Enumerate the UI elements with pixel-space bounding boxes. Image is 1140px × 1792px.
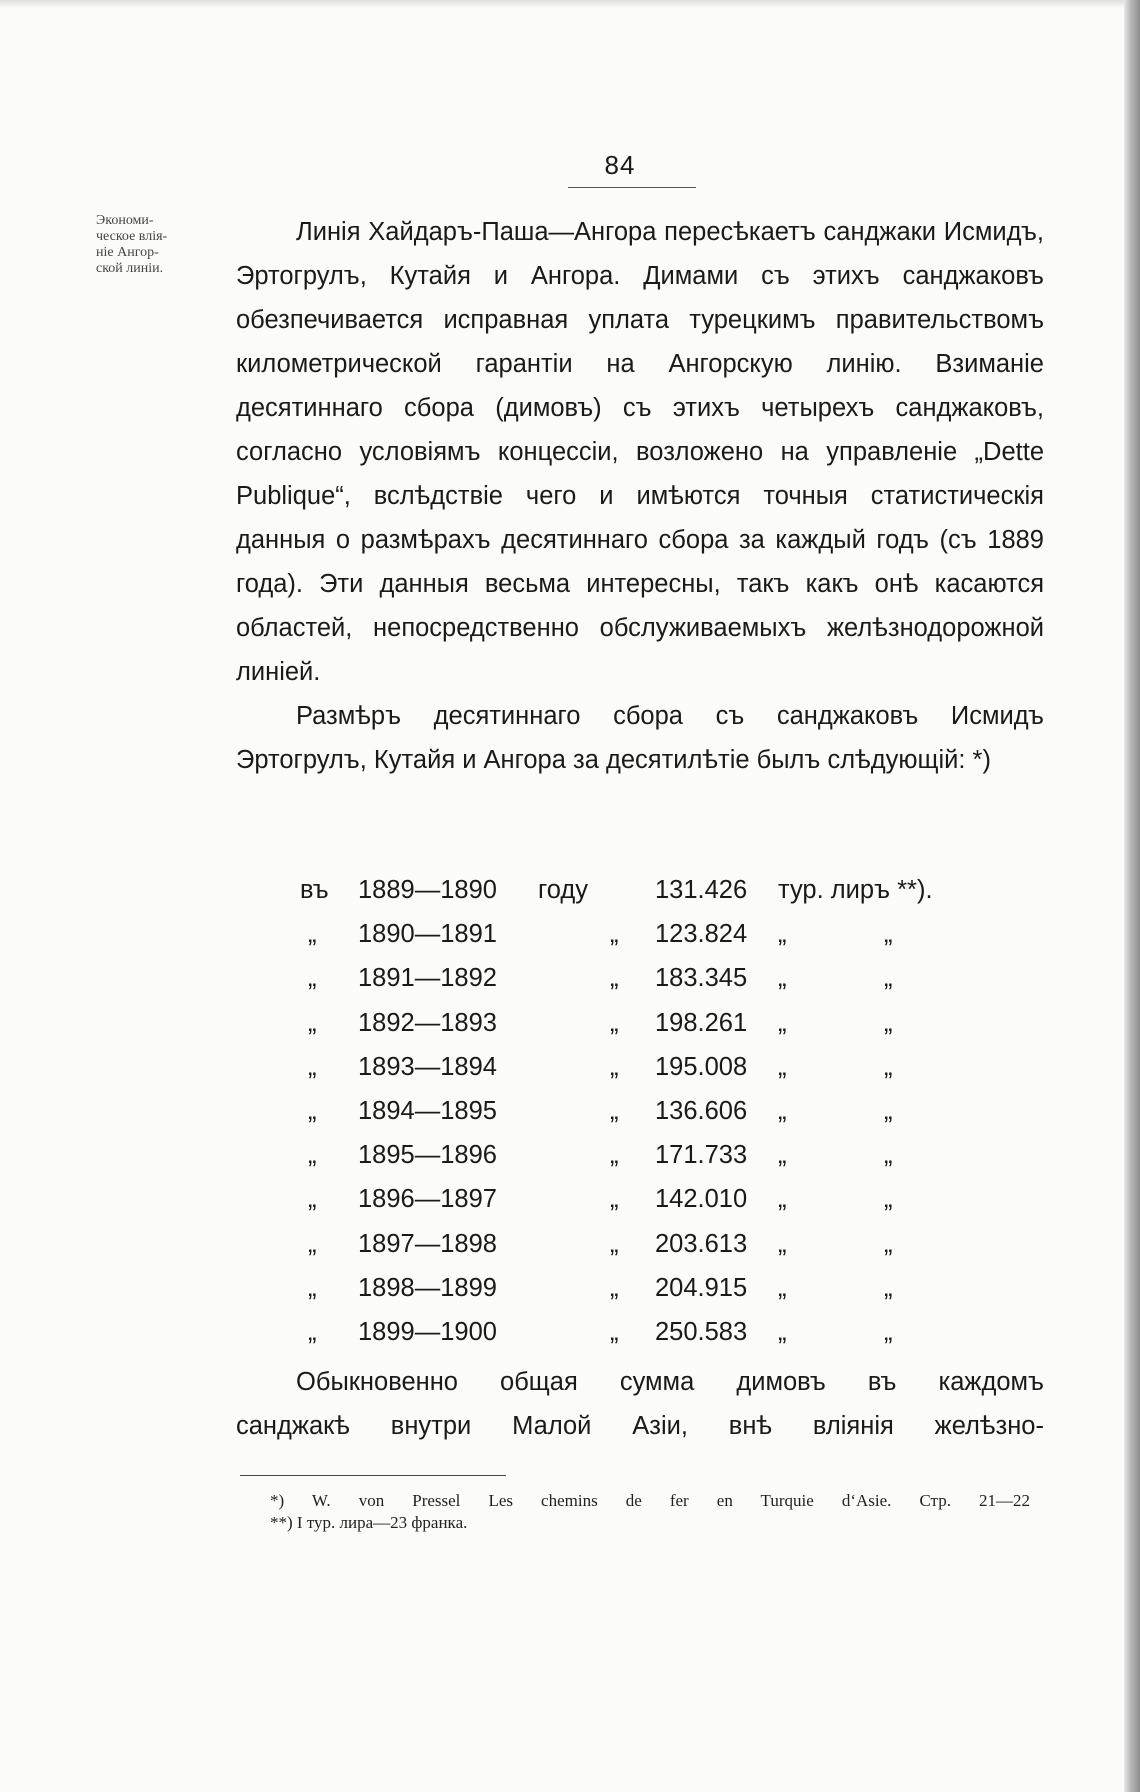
margin-note-line: ской линіи. xyxy=(96,261,164,276)
row-years: 1894—1895 xyxy=(358,1096,497,1125)
row-unit: „ xyxy=(610,1185,619,1214)
row-prefix: „ xyxy=(308,920,317,949)
row-currency: „ xyxy=(778,1008,787,1037)
body-text xyxy=(236,210,1044,782)
row-years: 1893—1894 xyxy=(358,1052,497,1081)
table-row xyxy=(300,1274,1020,1318)
margin-note-line: ніе Ангор- xyxy=(96,245,159,260)
footnote-rule xyxy=(240,1475,506,1476)
row-currency: „ xyxy=(778,1096,787,1125)
table-row xyxy=(300,876,1020,920)
row-prefix: „ xyxy=(308,1185,317,1214)
paragraph-1: Линія Хайдаръ-Паша—Ангора пересѣкаетъ санджаки Исмидъ, Эртогрулъ, Кутайя и Ангора. Димами съ этихъ санджаковъ обезпечивается исправная уплата турецкимъ правительствомъ километрической гарантіи на Ангорскую линію. Взиманіе десятиннаго сбора (димовъ) съ этихъ четырехъ санджаковъ, согласно условіямъ концессіи, возложено на управленіе „Dette Publique“, вслѣдствіе чего и имѣются точныя статистическія данныя о размѣрахъ десятиннаго сбора за каждый годъ (съ 1889 года). Эти данныя весьма интересны, такъ какъ онѣ касаются областей, непосредственно обслуживаемыхъ желѣзнодорожной линіей. xyxy=(236,218,1044,686)
row-value: 131.426 xyxy=(655,876,748,904)
margin-note xyxy=(96,213,226,277)
row-currency: „ xyxy=(778,1273,787,1302)
row-prefix: „ xyxy=(308,1317,317,1346)
row-value: 250.583 xyxy=(655,1317,748,1346)
row-value: 203.613 xyxy=(655,1229,748,1258)
row-unit: „ xyxy=(610,1317,619,1346)
page-number: 84 xyxy=(604,150,636,180)
row-ditto: „ xyxy=(884,1008,893,1037)
row-currency: „ xyxy=(778,1229,787,1258)
page-number-rule xyxy=(568,187,696,188)
table-row xyxy=(300,920,1020,964)
row-value: 198.261 xyxy=(655,1008,748,1037)
row-prefix: „ xyxy=(308,1141,317,1170)
paragraph-2: Размѣръ десятиннаго сбора съ санджаковъ Исмидъ Эртогрулъ, Кутайя и Ангора за десятилѣтіе былъ слѣдующій: *) xyxy=(236,702,1044,774)
row-currency: тур. лиръ **). xyxy=(778,876,933,904)
row-unit: „ xyxy=(610,1096,619,1125)
row-currency: „ xyxy=(778,964,787,993)
table-row xyxy=(300,1141,1020,1185)
row-years: 1892—1893 xyxy=(358,1008,497,1037)
row-prefix: „ xyxy=(308,1052,317,1081)
tithe-table xyxy=(300,876,1020,1362)
row-years: 1896—1897 xyxy=(358,1185,497,1214)
table-row xyxy=(300,1318,1020,1362)
row-unit: „ xyxy=(610,1052,619,1081)
row-years: 1895—1896 xyxy=(358,1141,497,1170)
row-ditto: „ xyxy=(884,1141,893,1170)
row-prefix: „ xyxy=(308,1229,317,1258)
row-years: 1889—1890 xyxy=(358,876,497,904)
row-currency: „ xyxy=(778,1317,787,1346)
row-ditto: „ xyxy=(884,1096,893,1125)
row-value: 136.606 xyxy=(655,1096,748,1125)
table-row xyxy=(300,1230,1020,1274)
closing-line: санджакѣ внутри Малой Азіи, внѣ вліянія желѣзно- xyxy=(236,1412,1044,1440)
row-prefix: „ xyxy=(308,1273,317,1302)
row-prefix: „ xyxy=(308,1008,317,1037)
row-currency: „ xyxy=(778,1141,787,1170)
row-unit: „ xyxy=(610,964,619,993)
row-unit: „ xyxy=(610,1229,619,1258)
footnote-1: *) W. von Pressel Les chemins de fer en Turquie d‘Asie. Стр. 21—22 xyxy=(270,1491,1030,1510)
row-ditto: „ xyxy=(884,1317,893,1346)
row-unit: году xyxy=(538,876,588,904)
row-years: 1890—1891 xyxy=(358,920,497,949)
footnotes xyxy=(270,1490,1050,1534)
row-years: 1898—1899 xyxy=(358,1273,497,1302)
row-ditto: „ xyxy=(884,1229,893,1258)
row-currency: „ xyxy=(778,1052,787,1081)
row-years: 1891—1892 xyxy=(358,964,497,993)
table-row xyxy=(300,1097,1020,1141)
table-row xyxy=(300,964,1020,1008)
closing-line: Обыкновенно общая сумма димовъ въ каждомъ xyxy=(296,1368,1044,1396)
table-row xyxy=(300,1053,1020,1097)
row-unit: „ xyxy=(610,1008,619,1037)
row-currency: „ xyxy=(778,920,787,949)
row-ditto: „ xyxy=(884,1185,893,1214)
margin-note-line: Экономи- xyxy=(96,213,154,228)
row-prefix: „ xyxy=(308,964,317,993)
footnote-2: **) I тур. лира—23 франка. xyxy=(270,1513,468,1532)
row-value: 142.010 xyxy=(655,1185,748,1214)
row-ditto: „ xyxy=(884,1052,893,1081)
row-prefix: въ xyxy=(300,876,329,904)
row-value: 195.008 xyxy=(655,1052,748,1081)
row-unit: „ xyxy=(610,1141,619,1170)
row-ditto: „ xyxy=(884,1273,893,1302)
table-row xyxy=(300,1185,1020,1229)
table-row xyxy=(300,1009,1020,1053)
row-unit: „ xyxy=(610,920,619,949)
row-ditto: „ xyxy=(884,964,893,993)
row-value: 123.824 xyxy=(655,920,748,949)
row-ditto: „ xyxy=(884,920,893,949)
margin-note-line: ческое влія- xyxy=(96,229,168,244)
row-unit: „ xyxy=(610,1273,619,1302)
closing-paragraph xyxy=(236,1360,1044,1448)
row-years: 1899—1900 xyxy=(358,1317,497,1346)
row-value: 183.345 xyxy=(655,964,748,993)
page-top-shadow xyxy=(0,0,1140,8)
row-value: 171.733 xyxy=(655,1141,748,1170)
row-currency: „ xyxy=(778,1185,787,1214)
page-edge-shadow xyxy=(1124,0,1140,1792)
row-prefix: „ xyxy=(308,1096,317,1125)
row-value: 204.915 xyxy=(655,1273,748,1302)
row-years: 1897—1898 xyxy=(358,1229,497,1258)
